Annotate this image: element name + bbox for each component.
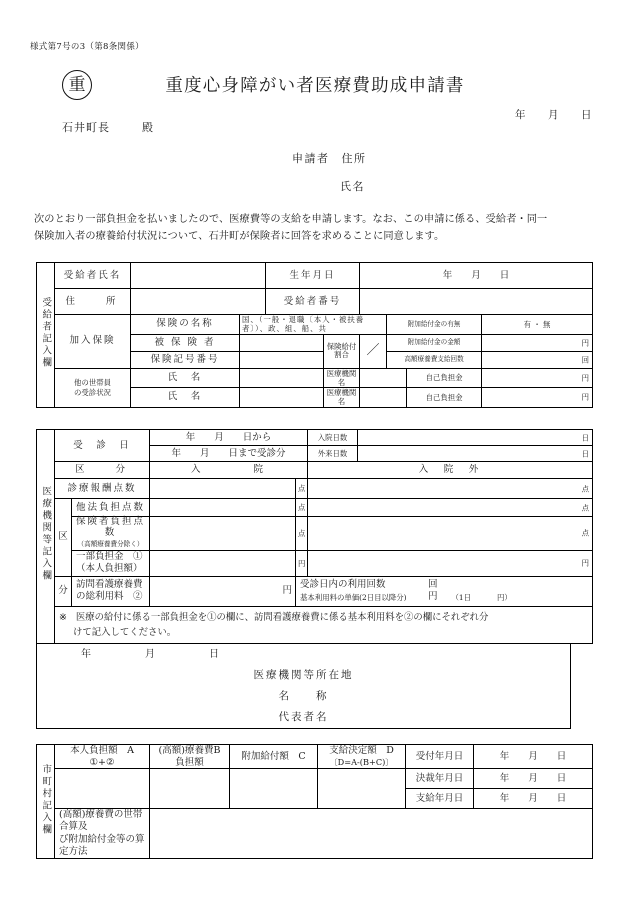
- institution-vertical-label: 医療機関等記入欄: [37, 430, 55, 644]
- approval-date-label: 決裁年月日: [406, 769, 474, 789]
- visit-date-from[interactable]: 年 月 日から: [150, 430, 308, 446]
- other-law-inpatient-field[interactable]: [150, 499, 296, 517]
- insurance-symbol-field[interactable]: [240, 351, 324, 368]
- column-header-a: [55, 745, 150, 769]
- note-line1: 医療の給付に係る一部負担金を①の欄に、訪問看護療養費に係る基本利用料を②の欄にそれぞれ分: [75, 611, 489, 623]
- approval-date-field[interactable]: 年 月 日: [474, 769, 593, 789]
- category-inpatient-header: 入 院: [150, 462, 308, 479]
- institution-stamp-date[interactable]: 年 月 日: [81, 648, 225, 660]
- extra-benefit-exists-value[interactable]: 有 ・ 無: [482, 315, 593, 335]
- column-header-d-line2: 〔D=A-(B+C)〕: [329, 756, 394, 767]
- household-row2-name-field[interactable]: [240, 388, 324, 408]
- division-label-ku: 区: [55, 499, 72, 577]
- other-law-points-label: 他法負担点数: [72, 499, 150, 517]
- household-row2-selfpay-unit: 円: [581, 392, 590, 402]
- household-row1-selfpay-field[interactable]: [482, 368, 593, 388]
- high-cost-count-field[interactable]: [482, 351, 593, 368]
- benefit-ratio-value[interactable]: ／: [360, 334, 387, 368]
- insurance-name-label: 保険の名称: [131, 315, 240, 335]
- household-status-label-line1: 他の世帯員: [74, 377, 111, 387]
- insurer-points-inpatient-unit: 点: [296, 517, 308, 551]
- household-row2-institution-label: 医療機関名: [324, 388, 360, 408]
- household-row1-selfpay-label: 自己負担金: [407, 368, 482, 388]
- addressee-honorific: 殿: [142, 121, 154, 134]
- birthdate-label: 生年月日: [266, 263, 360, 289]
- recipient-number-label: 受給者番号: [266, 289, 360, 315]
- institution-info-content: [37, 644, 570, 728]
- usage-count-row: [300, 579, 588, 591]
- household-status-label: [55, 368, 131, 407]
- insurer-points-outpatient-unit: 点: [581, 528, 590, 538]
- insurer-points-outpatient-field[interactable]: [308, 517, 593, 551]
- institution-name-label: 名 称: [278, 689, 329, 702]
- category-outpatient-header: 入 院 外: [308, 462, 593, 479]
- insurer-points-label-sub: （高額療養費分除く）: [77, 539, 144, 548]
- insurance-symbol-label: 保険記号番号: [131, 351, 240, 368]
- points-label: 診療報酬点数: [55, 479, 150, 499]
- copay-outpatient-field[interactable]: [308, 550, 593, 576]
- column-header-d-line1: 支給決定額 D: [329, 745, 394, 757]
- household-row1-name-field[interactable]: [240, 368, 324, 388]
- institution-section-table: [36, 429, 593, 729]
- insurance-label: 加入保険: [55, 315, 131, 369]
- household-row2-institution-field[interactable]: [360, 388, 407, 408]
- amount-b-field[interactable]: [150, 769, 230, 809]
- recipient-section-table: [36, 262, 593, 408]
- applicant-address-label: 住所: [341, 152, 367, 165]
- household-status-label-line2: の受診状況: [74, 387, 111, 397]
- base-fee-unit: 円: [428, 591, 438, 603]
- stamp-character: 重: [68, 74, 86, 95]
- calculation-method-field[interactable]: [150, 809, 593, 859]
- institution-representative-label: 代表者名: [278, 710, 329, 723]
- payment-date-field[interactable]: 年 月 日: [474, 789, 593, 809]
- visiting-nursing-total-field[interactable]: [150, 576, 296, 606]
- outpatient-days-field[interactable]: [358, 446, 593, 462]
- benefit-ratio-label: 保険給付割合: [324, 334, 360, 368]
- receipt-date-field[interactable]: 年 月 日: [474, 745, 593, 769]
- calculation-method-line1: (高額)療養費の世帯合算及: [59, 809, 143, 833]
- column-header-b-line2: 負担額: [175, 756, 204, 768]
- page-title: 重度心身障がい者医療費助成申請書: [165, 76, 465, 96]
- recipient-name-field[interactable]: [131, 263, 266, 289]
- outpatient-days-unit: 日: [581, 448, 590, 458]
- inpatient-days-field[interactable]: [358, 430, 593, 446]
- usage-count-field[interactable]: [428, 579, 438, 591]
- payment-date-label: 支給年月日: [406, 789, 474, 809]
- base-fee-row: [300, 591, 588, 603]
- points-outpatient-unit: 点: [581, 483, 590, 493]
- inpatient-days-unit: 日: [581, 432, 590, 442]
- recipient-name-label: 受給者氏名: [55, 263, 131, 289]
- applicant-name-label: 氏名: [340, 180, 365, 193]
- birthdate-field[interactable]: 年 月 日: [360, 263, 593, 289]
- outpatient-days-label: 外来日数: [308, 446, 358, 462]
- applicant-address-line: [292, 150, 367, 166]
- insurer-points-label-main: 保険者負担点数: [76, 516, 146, 538]
- insurer-points-label: [72, 517, 150, 551]
- recipient-address-field[interactable]: [131, 289, 266, 315]
- high-cost-count-unit: 回: [581, 354, 590, 364]
- visiting-nursing-label-line1: 訪問看護療養費: [76, 579, 143, 591]
- calculation-method-label: [55, 809, 150, 859]
- points-inpatient-field[interactable]: [150, 479, 296, 499]
- category-label: 区 分: [55, 462, 150, 479]
- visiting-nursing-detail: [296, 576, 593, 606]
- base-fee-first-day-unit: 円）: [497, 592, 512, 602]
- body-statement: [34, 211, 600, 245]
- household-row2-selfpay-label: 自己負担金: [407, 388, 482, 408]
- insured-person-field[interactable]: [240, 334, 324, 351]
- submission-date: [515, 107, 592, 122]
- copay-outpatient-unit: 円: [581, 558, 590, 568]
- body-statement-line2: 保険加入者の療養給付状況について、石井町が保険者に回答を求めることに同意します。: [34, 231, 445, 242]
- amount-a-field[interactable]: [55, 769, 150, 809]
- points-inpatient-unit: 点: [296, 479, 308, 499]
- household-row1-institution-label: 医療機関名: [324, 368, 360, 388]
- municipality-section-table: [36, 744, 593, 859]
- amount-c-field[interactable]: [230, 769, 318, 809]
- submission-date-month: 月: [548, 109, 559, 121]
- copay-inpatient-field[interactable]: [150, 550, 296, 576]
- column-header-b-line1: (高額)療養費B: [158, 745, 221, 757]
- addressee-name: 石井町長: [62, 121, 110, 134]
- visiting-nursing-unit: 円: [282, 585, 293, 597]
- division-label-bun: 分: [55, 576, 72, 606]
- form-number: 様式第7号の3（第8条関係）: [30, 42, 144, 52]
- usage-count-label: 受診日内の利用回数: [300, 578, 386, 590]
- column-header-b: [150, 745, 230, 769]
- recipient-number-field[interactable]: [360, 289, 593, 315]
- visit-date-label: 受 診 日: [55, 430, 150, 462]
- insurance-name-value[interactable]: 国、（一般・退職〔本人・被扶養者〕）、政、組、船、共: [240, 315, 387, 335]
- visiting-nursing-label: [72, 576, 150, 606]
- note-line2: けて記入してください。: [73, 626, 177, 638]
- points-outpatient-field[interactable]: [308, 479, 593, 499]
- base-fee-first-day-label: （1日: [451, 592, 472, 602]
- insurer-points-inpatient-field[interactable]: [150, 517, 296, 551]
- municipality-vertical-label: 市町村記入欄: [37, 745, 55, 859]
- copay-label-line2: （本人負担額）: [76, 563, 143, 575]
- extra-benefit-exists-label: 附加給付金の有無: [387, 315, 482, 335]
- column-header-a-line2: ①+②: [89, 756, 115, 768]
- household-row1-selfpay-unit: 円: [581, 373, 590, 383]
- household-row1-name-label: 氏 名: [131, 368, 240, 388]
- recipient-address-label: 住 所: [55, 289, 131, 315]
- receipt-date-label: 受付年月日: [406, 745, 474, 769]
- copay-label-line1: 一部負担金 ①: [76, 551, 143, 563]
- note-mark: ※: [59, 611, 67, 623]
- visiting-nursing-label-line2: の総利用料 ②: [76, 591, 143, 603]
- submission-date-day: 日: [581, 109, 592, 121]
- visit-date-to[interactable]: 年 月 日まで受診分: [150, 446, 308, 462]
- extra-benefit-amount-label: 附加給付金の金額: [387, 334, 482, 351]
- calculation-method-line2: び附加給付金等の算定方法: [59, 833, 145, 858]
- extra-benefit-amount-field[interactable]: [482, 334, 593, 351]
- institution-info-block: [37, 643, 571, 728]
- column-header-a-line1: 本人負担額 A: [70, 745, 134, 757]
- extra-benefit-amount-unit: 円: [581, 337, 590, 347]
- recipient-vertical-label: 受給者記入欄: [37, 263, 55, 408]
- column-header-c: 附加給付額 C: [230, 745, 318, 769]
- instruction-note: [55, 606, 593, 643]
- usage-count-unit: 回: [428, 578, 438, 590]
- submission-date-year: 年: [515, 109, 526, 121]
- household-row2-name-label: 氏 名: [131, 388, 240, 408]
- other-law-outpatient-unit: 点: [581, 502, 590, 512]
- other-law-inpatient-unit: 点: [296, 499, 308, 517]
- household-row1-institution-field[interactable]: [360, 368, 407, 388]
- column-header-d: [318, 745, 406, 769]
- institution-address-label: 医療機関等所在地: [253, 668, 354, 681]
- household-row2-selfpay-field[interactable]: [482, 388, 593, 408]
- base-fee-field[interactable]: [428, 591, 438, 603]
- body-statement-line1: 次のとおり一部負担金を払いましたので、医療費等の支給を申請します。なお、この申請に係る、受給者・同一: [34, 214, 548, 225]
- amount-d-field[interactable]: [318, 769, 406, 809]
- addressee: [62, 119, 154, 135]
- copay-label: [72, 550, 150, 576]
- inpatient-days-label: 入院日数: [308, 430, 358, 446]
- base-fee-label: 基本利用料の単価(2日目以降分): [300, 592, 407, 602]
- other-law-outpatient-field[interactable]: [308, 499, 593, 517]
- copay-inpatient-unit: 円: [296, 550, 308, 576]
- applicant-label: 申請者: [292, 152, 330, 165]
- high-cost-count-label: 高額療養費支給回数: [387, 351, 482, 368]
- insured-person-label: 被 保 険 者: [131, 334, 240, 351]
